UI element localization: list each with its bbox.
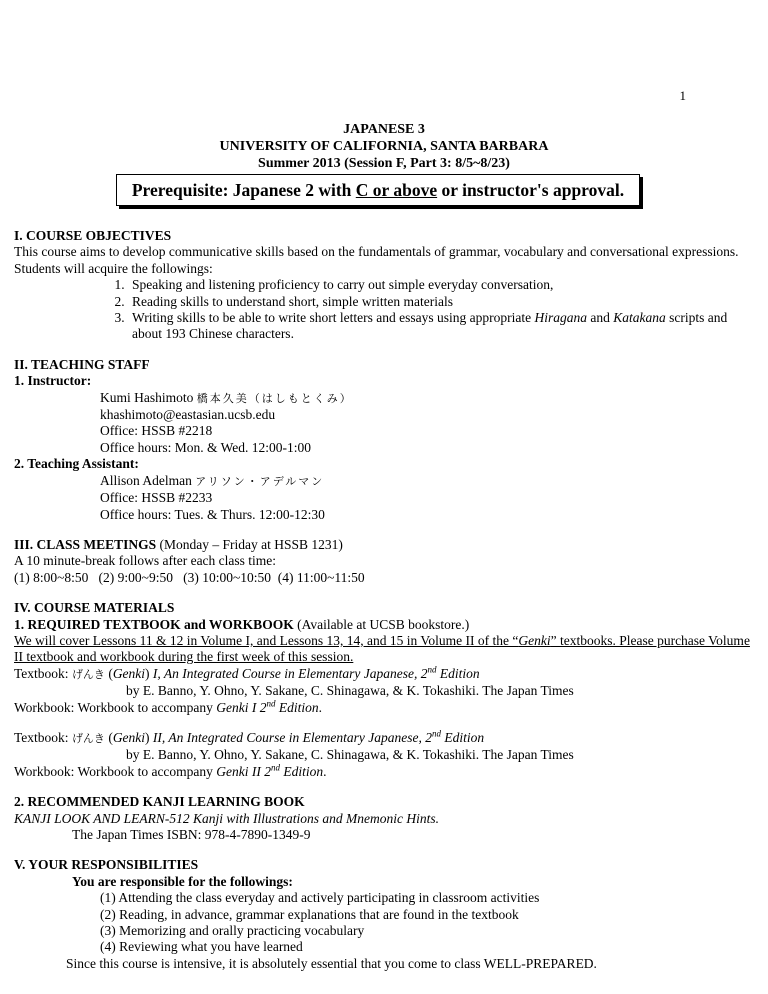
textbook-title-end: Edition — [441, 729, 485, 745]
required-books-heading: 1. REQUIRED TEXTBOOK and WORKBOOK — [14, 616, 294, 632]
hiragana-term: Hiragana — [534, 310, 588, 326]
paren: ( — [104, 665, 113, 681]
edition-superscript: nd — [432, 728, 441, 739]
instructor-email: khashimoto@eastasian.ucsb.edu — [100, 407, 276, 423]
objective-item — [128, 310, 756, 343]
edition-superscript: nd — [266, 698, 276, 709]
textbook-2 — [14, 730, 756, 747]
katakana-term: Katakana — [613, 310, 666, 326]
textbook-genki: Genki — [112, 665, 146, 681]
period: . — [323, 763, 327, 779]
textbook-2-authors: by E. Banno, Y. Ohno, Y. Sakane, C. Shinagawa, & K. Tokashiki. The Japan Times — [126, 747, 574, 763]
workbook-title: Genki II 2 — [216, 763, 272, 779]
edition-superscript: nd — [271, 762, 281, 773]
responsibilities-heading: V. YOUR RESPONSIBILITIES — [14, 857, 199, 873]
ta-name-japanese: アリソン・アデルマン — [195, 474, 325, 488]
textbook-title: I, An Integrated Course in Elementary Japanese, 2 — [152, 665, 428, 681]
lesson-coverage-text: ” textbooks. Please purchase Volume II textbook and workbook during the first week of this session. — [14, 632, 750, 665]
ta-heading: 2. Teaching Assistant: — [14, 456, 139, 472]
meetings-location: (Monday – Friday at HSSB 1231) — [156, 536, 343, 552]
objective-text: Writing skills to be able to write short letters and essays using appropriate — [132, 310, 535, 326]
responsibility-item: (2) Reading, in advance, grammar explanations that are found in the textbook — [100, 906, 519, 922]
lesson-coverage-text: We will cover Lessons 11 & 12 in Volume I, and Lessons 13, 14, and 15 in Volume II of the “ — [14, 632, 519, 648]
responsibility-item: (4) Reviewing what you have learned — [100, 939, 303, 955]
kanji-book-isbn: The Japan Times ISBN: 978-4-7890-1349-9 — [72, 827, 311, 842]
objectives-intro: This course aims to develop communicative skills based on the fundamentals of grammar, vocabulary and conversational expressions. Students will acquire the followings: — [14, 244, 739, 276]
ta-office: Office: HSSB #2233 — [100, 490, 213, 506]
workbook-title-end: Edition — [275, 699, 319, 715]
page-number: 1 — [679, 88, 686, 103]
objective-text: and — [587, 310, 614, 326]
objectives-heading: I. COURSE OBJECTIVES — [14, 228, 172, 243]
objective-item: 2. Reading skills to understand short, simple written materials — [128, 294, 756, 310]
textbook-jp-title: げんき — [71, 731, 105, 745]
lesson-coverage-note — [14, 633, 756, 666]
workbook-title-end: Edition — [280, 763, 324, 779]
workbook-title: Genki I 2 — [216, 699, 267, 715]
instructor-office-hours: Office hours: Mon. & Wed. 12:00-1:00 — [100, 439, 312, 455]
ta-office-hours: Office hours: Tues. & Thurs. 12:00-12:30 — [100, 506, 325, 522]
meetings-heading: III. CLASS MEETINGS — [14, 536, 157, 552]
textbook-1-authors: by E. Banno, Y. Ohno, Y. Sakane, C. Shinagawa, & K. Tokashiki. The Japan Times — [126, 683, 574, 699]
staff-heading: II. TEACHING STAFF — [14, 356, 150, 372]
instructor-name-japanese: 橋本久美（はしもとくみ） — [196, 391, 353, 405]
materials-heading: IV. COURSE MATERIALS — [14, 600, 175, 616]
workbook-2 — [14, 764, 756, 780]
session-dates: Summer 2013 (Session F, Part 3: 8/5~8/23) — [258, 156, 510, 171]
objectives-list — [14, 277, 756, 343]
objective-text: scripts and about 193 Chinese characters. — [132, 310, 728, 342]
objective-item: 1. Speaking and listening proficiency to carry out simple everyday conversation, — [128, 277, 756, 293]
textbook-jp-title: げんき — [71, 667, 105, 681]
period: . — [318, 699, 323, 715]
prerequisite-text-post: or instructor's approval. — [437, 179, 625, 200]
responsibility-item: (3) Memorizing and orally practicing vocabulary — [100, 923, 365, 939]
ta-name: Allison Adelman — [100, 472, 192, 488]
responsibilities-subheading: You are responsible for the followings: — [72, 873, 293, 889]
workbook-label: Workbook: Workbook to accompany — [14, 699, 217, 715]
textbook-title-end: Edition — [436, 665, 480, 681]
required-books-availability: (Available at UCSB bookstore.) — [293, 616, 470, 632]
prerequisite-text-pre: Prerequisite: Japanese 2 with — [131, 179, 356, 200]
meetings-times: (1) 8:00~8:50 (2) 9:00~9:50 (3) 10:00~10:50 (4) 11:00~11:50 — [14, 569, 365, 585]
syllabus-body — [14, 228, 756, 972]
textbook-1 — [14, 666, 756, 683]
responsibility-item: (1) Attending the class everyday and actively participating in classroom activities — [100, 890, 540, 906]
meetings-heading-line — [14, 537, 756, 553]
prerequisite-grade: C or above — [355, 179, 438, 200]
genki-term: Genki — [518, 632, 551, 648]
responsibilities-closing: Since this course is intensive, it is absolutely essential that you come to class WELL-PREPARED. — [66, 955, 597, 971]
instructor-office: Office: HSSB #2218 — [100, 423, 213, 439]
ta-name-line — [14, 473, 756, 490]
workbook-label: Workbook: Workbook to accompany — [14, 763, 217, 779]
workbook-1 — [14, 700, 756, 716]
textbook-title: II, An Integrated Course in Elementary Japanese, 2 — [152, 729, 432, 745]
instructor-name-line — [14, 390, 756, 407]
paren: ) — [145, 665, 153, 681]
instructor-heading: 1. Instructor: — [14, 373, 92, 389]
paren: ( — [104, 729, 113, 745]
instructor-name: Kumi Hashimoto — [100, 389, 194, 405]
required-books-heading-line — [14, 617, 756, 633]
course-title: JAPANESE 3 — [343, 122, 425, 137]
textbook-label: Textbook: — [14, 665, 72, 681]
kanji-book-heading: 2. RECOMMENDED KANJI LEARNING BOOK — [14, 794, 305, 810]
textbook-genki: Genki — [112, 729, 146, 745]
university-name: UNIVERSITY OF CALIFORNIA, SANTA BARBARA — [219, 139, 549, 154]
prerequisite-box — [116, 174, 640, 206]
textbook-label: Textbook: — [14, 729, 72, 745]
kanji-book-title: KANJI LOOK AND LEARN-512 Kanji with Illustrations and Mnemonic Hints. — [14, 810, 440, 826]
paren: ) — [145, 729, 153, 745]
edition-superscript: nd — [427, 664, 437, 675]
meetings-break-note: A 10 minute-break follows after each class time: — [14, 553, 277, 569]
